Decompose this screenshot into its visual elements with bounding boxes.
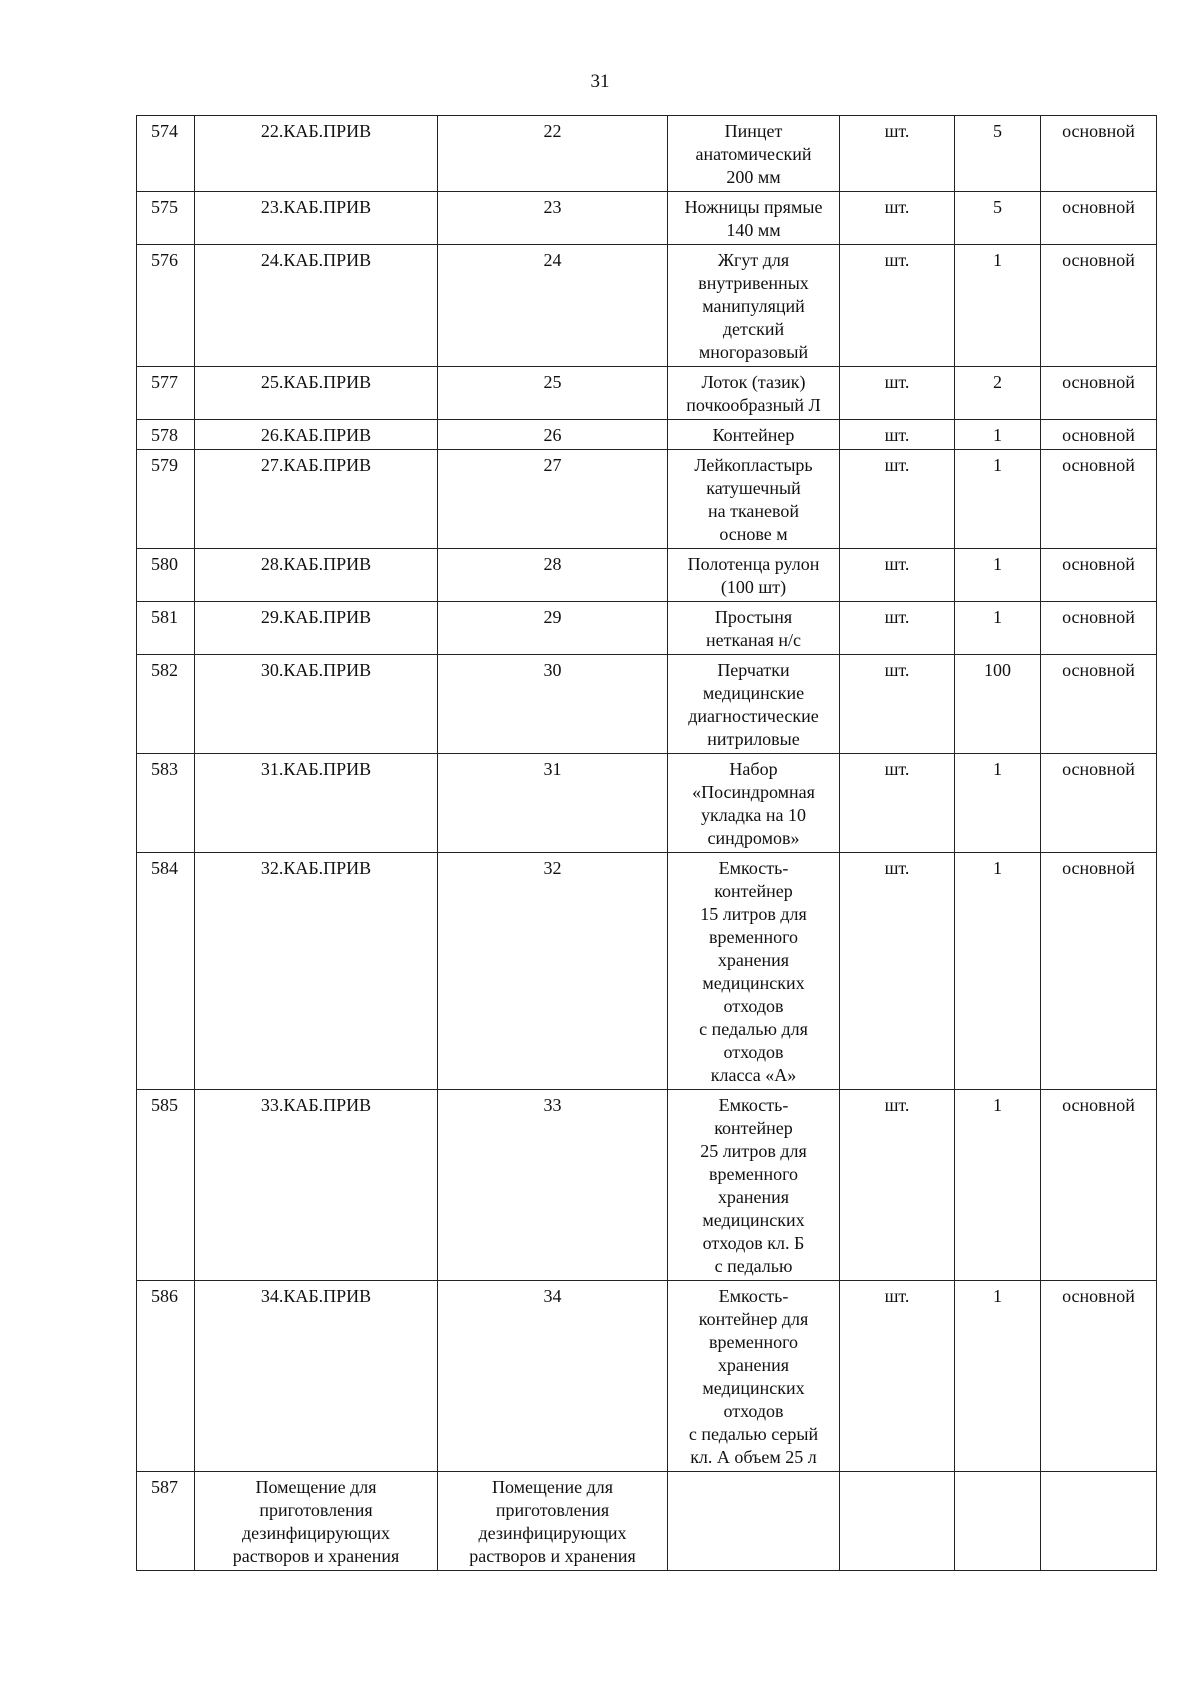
cell-item-name-line: основе м <box>719 524 788 544</box>
cell-item-index: 27 <box>438 450 668 549</box>
cell-item-name-line: с педалью <box>714 1256 793 1276</box>
cell-item-code-line: растворов и хранения <box>232 1546 400 1566</box>
cell-item-name-line: с педалью серый <box>688 1424 819 1444</box>
cell-row-number: 574 <box>137 116 195 192</box>
cell-item-name-line: нетканая н/с <box>706 630 801 650</box>
cell-item-name-line: временного <box>708 1164 799 1184</box>
cell-item-name-line: нитриловые <box>707 729 800 749</box>
cell-item-name-line: контейнер <box>714 1118 793 1138</box>
cell-item-index: 31 <box>438 754 668 853</box>
table-row <box>137 1281 1157 1472</box>
cell-item-name-line: 140 мм <box>726 220 781 240</box>
cell-item-name-line: 25 литров для <box>700 1141 807 1161</box>
cell-unit: шт. <box>840 853 955 1090</box>
cell-unit: шт. <box>840 245 955 367</box>
table-row <box>137 853 1157 1090</box>
table-row <box>137 420 1157 450</box>
cell-item-name-line: анатомический <box>695 144 812 164</box>
cell-equipment-type <box>1041 1472 1157 1571</box>
cell-item-name-line: Полотенца рулон <box>687 554 820 574</box>
cell-row-number: 587 <box>137 1472 195 1571</box>
cell-item-name <box>668 1090 840 1281</box>
cell-item-name <box>668 1472 840 1571</box>
cell-item-name-line: Простыня <box>714 607 793 627</box>
cell-item-code: 26.КАБ.ПРИВ <box>195 420 438 450</box>
cell-item-name-line: 200 мм <box>726 167 781 187</box>
cell-item-code: 25.КАБ.ПРИВ <box>195 367 438 420</box>
cell-item-name-line: Набор <box>729 759 778 779</box>
cell-item-name-line: на тканевой <box>707 501 800 521</box>
cell-row-number: 577 <box>137 367 195 420</box>
cell-item-name <box>668 245 840 367</box>
cell-unit: шт. <box>840 754 955 853</box>
cell-item-code-line: дезинфицирующих <box>241 1523 390 1543</box>
table-row <box>137 245 1157 367</box>
cell-row-number: 582 <box>137 655 195 754</box>
cell-row-number: 576 <box>137 245 195 367</box>
cell-item-name-line: Емкость- <box>718 1095 789 1115</box>
cell-unit: шт. <box>840 420 955 450</box>
cell-item-name-line: хранения <box>717 1187 790 1207</box>
cell-item-name <box>668 367 840 420</box>
cell-row-number: 578 <box>137 420 195 450</box>
cell-item-name-line: Перчатки <box>717 660 790 680</box>
cell-item-name-line: Контейнер <box>712 425 795 445</box>
cell-item-code: 32.КАБ.ПРИВ <box>195 853 438 1090</box>
cell-item-name <box>668 602 840 655</box>
cell-quantity: 1 <box>955 602 1041 655</box>
cell-item-name <box>668 192 840 245</box>
cell-item-name-line: детский <box>722 319 785 339</box>
cell-row-number: 586 <box>137 1281 195 1472</box>
cell-quantity: 100 <box>955 655 1041 754</box>
cell-item-code: 30.КАБ.ПРИВ <box>195 655 438 754</box>
table-row <box>137 116 1157 192</box>
cell-equipment-type: основной <box>1041 367 1157 420</box>
cell-item-name-line: класса «А» <box>710 1065 797 1085</box>
cell-unit: шт. <box>840 549 955 602</box>
cell-unit: шт. <box>840 116 955 192</box>
cell-item-index: 26 <box>438 420 668 450</box>
cell-item-index-line: Помещение для <box>491 1477 614 1497</box>
cell-item-code: 33.КАБ.ПРИВ <box>195 1090 438 1281</box>
cell-item-name-line: кл. А объем 25 л <box>690 1447 817 1467</box>
cell-item-name-line: Пинцет <box>724 121 783 141</box>
equipment-table <box>136 115 1157 1571</box>
cell-item-index: 30 <box>438 655 668 754</box>
cell-item-name-line: медицинских <box>702 973 805 993</box>
cell-item-name <box>668 853 840 1090</box>
cell-item-index: 34 <box>438 1281 668 1472</box>
table-row <box>137 1090 1157 1281</box>
cell-item-name-line: медицинские <box>702 683 805 703</box>
cell-quantity: 1 <box>955 1090 1041 1281</box>
cell-quantity: 1 <box>955 420 1041 450</box>
cell-item-name <box>668 116 840 192</box>
cell-unit: шт. <box>840 1090 955 1281</box>
cell-item-index-line: приготовления <box>495 1500 610 1520</box>
table-row <box>137 1472 1157 1571</box>
cell-equipment-type: основной <box>1041 549 1157 602</box>
cell-item-name-line: Ножницы прямые <box>684 197 823 217</box>
cell-item-name-line: Лейкопластырь <box>694 455 813 475</box>
cell-item-code: 29.КАБ.ПРИВ <box>195 602 438 655</box>
cell-row-number: 583 <box>137 754 195 853</box>
cell-equipment-type: основной <box>1041 116 1157 192</box>
cell-item-name <box>668 655 840 754</box>
cell-row-number: 580 <box>137 549 195 602</box>
cell-item-name <box>668 1281 840 1472</box>
cell-item-name-line: медицинских <box>702 1210 805 1230</box>
table-row <box>137 192 1157 245</box>
cell-item-name-line: отходов <box>723 1042 784 1062</box>
cell-row-number: 579 <box>137 450 195 549</box>
cell-quantity: 5 <box>955 192 1041 245</box>
cell-item-name-line: почкообразный Л <box>686 395 821 415</box>
cell-quantity: 1 <box>955 549 1041 602</box>
cell-equipment-type: основной <box>1041 754 1157 853</box>
cell-row-number: 581 <box>137 602 195 655</box>
cell-quantity: 1 <box>955 754 1041 853</box>
table-row <box>137 655 1157 754</box>
cell-quantity: 1 <box>955 245 1041 367</box>
cell-item-name-line: внутривенных <box>698 273 809 293</box>
cell-row-number: 584 <box>137 853 195 1090</box>
cell-item-name-line: синдромов» <box>707 828 800 848</box>
cell-equipment-type: основной <box>1041 602 1157 655</box>
cell-item-name-line: временного <box>708 927 799 947</box>
cell-item-code: 31.КАБ.ПРИВ <box>195 754 438 853</box>
cell-unit: шт. <box>840 192 955 245</box>
cell-item-name-line: «Посиндромная <box>692 782 815 802</box>
cell-item-index-line: дезинфицирующих <box>478 1523 627 1543</box>
cell-quantity: 1 <box>955 450 1041 549</box>
cell-equipment-type: основной <box>1041 655 1157 754</box>
cell-item-code <box>195 1472 438 1571</box>
cell-item-name-line: Жгут для <box>717 250 790 270</box>
cell-equipment-type: основной <box>1041 245 1157 367</box>
cell-equipment-type: основной <box>1041 450 1157 549</box>
cell-item-name-line: диагностические <box>688 706 819 726</box>
cell-item-code: 28.КАБ.ПРИВ <box>195 549 438 602</box>
cell-quantity <box>955 1472 1041 1571</box>
cell-item-index: 25 <box>438 367 668 420</box>
cell-item-index-line: растворов и хранения <box>469 1546 636 1566</box>
cell-equipment-type: основной <box>1041 192 1157 245</box>
cell-item-name-line: отходов <box>723 1401 784 1421</box>
cell-item-name <box>668 754 840 853</box>
cell-item-code: 22.КАБ.ПРИВ <box>195 116 438 192</box>
table-row <box>137 549 1157 602</box>
table-body <box>137 116 1157 1571</box>
cell-equipment-type: основной <box>1041 853 1157 1090</box>
cell-unit: шт. <box>840 450 955 549</box>
cell-unit: шт. <box>840 655 955 754</box>
cell-item-name-line: контейнер <box>714 881 793 901</box>
cell-item-index: 28 <box>438 549 668 602</box>
cell-item-index: 24 <box>438 245 668 367</box>
cell-unit: шт. <box>840 602 955 655</box>
cell-item-index: 23 <box>438 192 668 245</box>
cell-unit: шт. <box>840 367 955 420</box>
cell-item-name-line: отходов кл. Б <box>702 1233 805 1253</box>
cell-item-name <box>668 450 840 549</box>
cell-item-code: 24.КАБ.ПРИВ <box>195 245 438 367</box>
table-row <box>137 450 1157 549</box>
cell-item-name-line: манипуляций <box>702 296 805 316</box>
cell-equipment-type: основной <box>1041 1090 1157 1281</box>
cell-item-name-line: Емкость- <box>718 1286 789 1306</box>
cell-item-name-line: укладка на 10 <box>701 805 806 825</box>
cell-item-name-line: многоразовый <box>698 342 809 362</box>
cell-item-name-line: хранения <box>717 950 790 970</box>
cell-item-name-line: Емкость- <box>718 858 789 878</box>
cell-item-name-line: (100 шт) <box>720 577 787 597</box>
cell-item-index: 32 <box>438 853 668 1090</box>
cell-item-index: 22 <box>438 116 668 192</box>
cell-item-code-line: Помещение для <box>255 1477 377 1497</box>
cell-row-number: 585 <box>137 1090 195 1281</box>
cell-quantity: 1 <box>955 853 1041 1090</box>
cell-item-name-line: временного <box>708 1332 799 1352</box>
cell-item-name <box>668 549 840 602</box>
cell-item-name-line: с педалью для <box>699 1019 808 1039</box>
table-row <box>137 367 1157 420</box>
cell-item-code: 27.КАБ.ПРИВ <box>195 450 438 549</box>
table-row <box>137 602 1157 655</box>
table-row <box>137 754 1157 853</box>
cell-item-code-line: приготовления <box>259 1500 373 1520</box>
cell-equipment-type: основной <box>1041 1281 1157 1472</box>
cell-item-name-line: отходов <box>723 996 784 1016</box>
cell-quantity: 1 <box>955 1281 1041 1472</box>
cell-unit <box>840 1472 955 1571</box>
cell-item-index <box>438 1472 668 1571</box>
cell-item-name-line: контейнер для <box>698 1309 809 1329</box>
cell-row-number: 575 <box>137 192 195 245</box>
cell-unit: шт. <box>840 1281 955 1472</box>
cell-item-code: 34.КАБ.ПРИВ <box>195 1281 438 1472</box>
cell-item-name-line: Лоток (тазик) <box>701 372 806 392</box>
cell-quantity: 2 <box>955 367 1041 420</box>
cell-item-name-line: 15 литров для <box>700 904 807 924</box>
cell-item-name <box>668 420 840 450</box>
cell-item-index: 29 <box>438 602 668 655</box>
cell-item-code: 23.КАБ.ПРИВ <box>195 192 438 245</box>
cell-quantity: 5 <box>955 116 1041 192</box>
cell-item-index: 33 <box>438 1090 668 1281</box>
cell-item-name-line: хранения <box>717 1355 790 1375</box>
page-number: 31 <box>590 71 610 92</box>
cell-item-name-line: медицинских <box>702 1378 805 1398</box>
cell-equipment-type: основной <box>1041 420 1157 450</box>
cell-item-name-line: катушечный <box>706 478 801 498</box>
